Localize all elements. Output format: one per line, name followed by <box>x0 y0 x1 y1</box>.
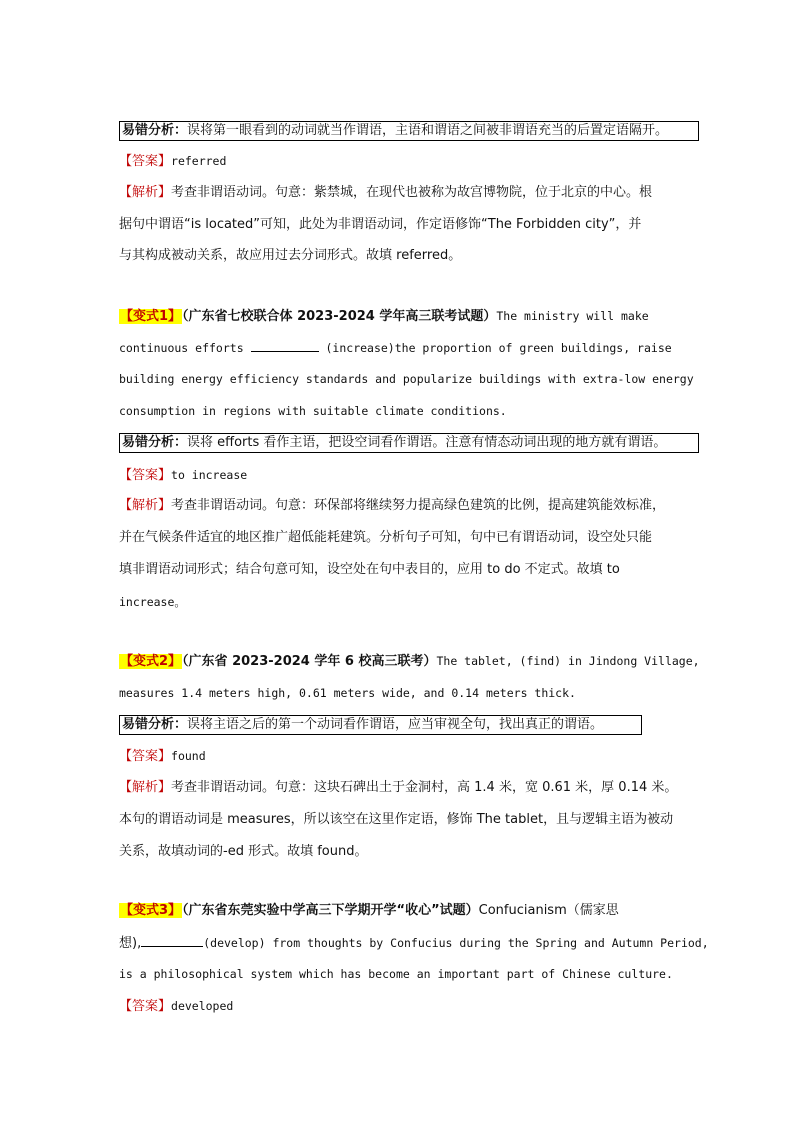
answer-line <box>119 997 699 1016</box>
question-text-line: building energy efficiency standards and popularize buildings with extra-low energy <box>119 372 694 386</box>
error-analysis-text: 误将第一眼看到的动词就当作谓语，主语和谓语之间被非谓语充当的后置定语隔开。 <box>187 123 669 138</box>
analysis-tag: 【解析】 <box>119 498 172 513</box>
question-text: 想), <box>119 936 142 951</box>
question-source: （广东省东莞实验中学高三下学期开学“收心”试题） <box>182 903 479 918</box>
question-text: (develop) from thoughts by Confucius during the Spring and Autumn Period, <box>203 936 709 950</box>
analysis-line: increase。 <box>119 595 186 609</box>
variant-tag: 【变式3】 <box>120 903 182 918</box>
analysis-text: 考查非谓语动词。句意：环保部将继续努力提高绿色建筑的比例，提高建筑能效标准， <box>171 498 666 513</box>
answer-text: developed <box>171 999 234 1013</box>
variant-tag: 【变式1】 <box>120 309 182 324</box>
question-text: The ministry will make <box>496 309 649 323</box>
analysis-line: 填非谓语动词形式；结合句意可知，设空处在句中表目的，应用 to do 不定式。故填 to <box>119 562 620 577</box>
question-text-line: consumption in regions with suitable climate conditions. <box>119 404 507 418</box>
question-text: Confucianism（儒家思 <box>478 903 619 918</box>
error-analysis-text: 误将 efforts 看作主语，把设空词看作谓语。注意有情态动词出现的地方就有谓语。 <box>187 435 667 450</box>
answer-text: found <box>171 749 206 763</box>
answer-text: to increase <box>171 468 248 482</box>
analysis-tag: 【解析】 <box>119 780 172 795</box>
answer-blank <box>141 934 203 947</box>
question-header <box>119 307 699 326</box>
error-analysis-label: 易错分析： <box>122 123 188 138</box>
analysis-line: 本句的谓语动词是 measures，所以该空在这里作定语，修饰 The tablet，且与逻辑主语为被动 <box>119 812 674 827</box>
question-text: The tablet, (find) in Jindong Village, <box>436 654 700 668</box>
answer-line <box>119 466 699 485</box>
error-analysis-box <box>119 715 642 735</box>
analysis-line: 与其构成被动关系，故应用过去分词形式。故填 referred。 <box>119 248 462 263</box>
analysis-line <box>119 497 699 515</box>
analysis-text: 考查非谓语动词。句意：紫禁城，在现代也被称为故宫博物院，位于北京的中心。根 <box>171 185 653 200</box>
question-source: （广东省 2023-2024 学年 6 校高三联考） <box>182 654 437 669</box>
question-text: continuous efforts <box>119 341 244 355</box>
error-analysis-box <box>119 121 699 141</box>
answer-tag: 【答案】 <box>119 154 172 169</box>
question-text-line <box>119 934 709 953</box>
question-header <box>119 652 699 671</box>
question-text-line <box>119 339 699 357</box>
answer-tag: 【答案】 <box>119 999 172 1014</box>
question-header <box>119 902 699 920</box>
error-analysis-label: 易错分析： <box>122 435 188 450</box>
answer-tag: 【答案】 <box>119 468 172 483</box>
variant-tag: 【变式2】 <box>120 654 182 669</box>
analysis-line <box>119 184 699 202</box>
answer-text: referred <box>171 154 227 168</box>
question-source: （广东省七校联合体 2023-2024 学年高三联考试题） <box>182 309 497 324</box>
question-text-line: measures 1.4 meters high, 0.61 meters wide, and 0.14 meters thick. <box>119 686 576 700</box>
analysis-line: 据句中谓语“is located”可知，此处为非谓语动词，作定语修饰“The Forbidden city”，并 <box>119 217 642 232</box>
answer-tag: 【答案】 <box>119 749 172 764</box>
question-text-line: is a philosophical system which has become an important part of Chinese culture. <box>119 967 673 981</box>
analysis-text: 考查非谓语动词。句意：这块石碑出土于金洞村，高 1.4 米，宽 0.61 米，厚 0.14 米。 <box>171 780 678 795</box>
question-text: (increase)the proportion of green buildings, raise <box>325 341 672 355</box>
error-analysis-text: 误将主语之后的第一个动词看作谓语，应当审视全句，找出真正的谓语。 <box>187 717 604 732</box>
analysis-line <box>119 779 699 797</box>
analysis-line: 关系，故填动词的-ed 形式。故填 found。 <box>119 844 368 859</box>
error-analysis-label: 易错分析： <box>122 717 188 732</box>
answer-line <box>119 152 699 171</box>
analysis-line: 并在气候条件适宜的地区推广超低能耗建筑。分析句子可知，句中已有谓语动词，设空处只能 <box>119 530 653 545</box>
answer-line <box>119 747 699 766</box>
answer-blank <box>251 339 319 352</box>
analysis-tag: 【解析】 <box>119 185 172 200</box>
error-analysis-box <box>119 433 699 453</box>
